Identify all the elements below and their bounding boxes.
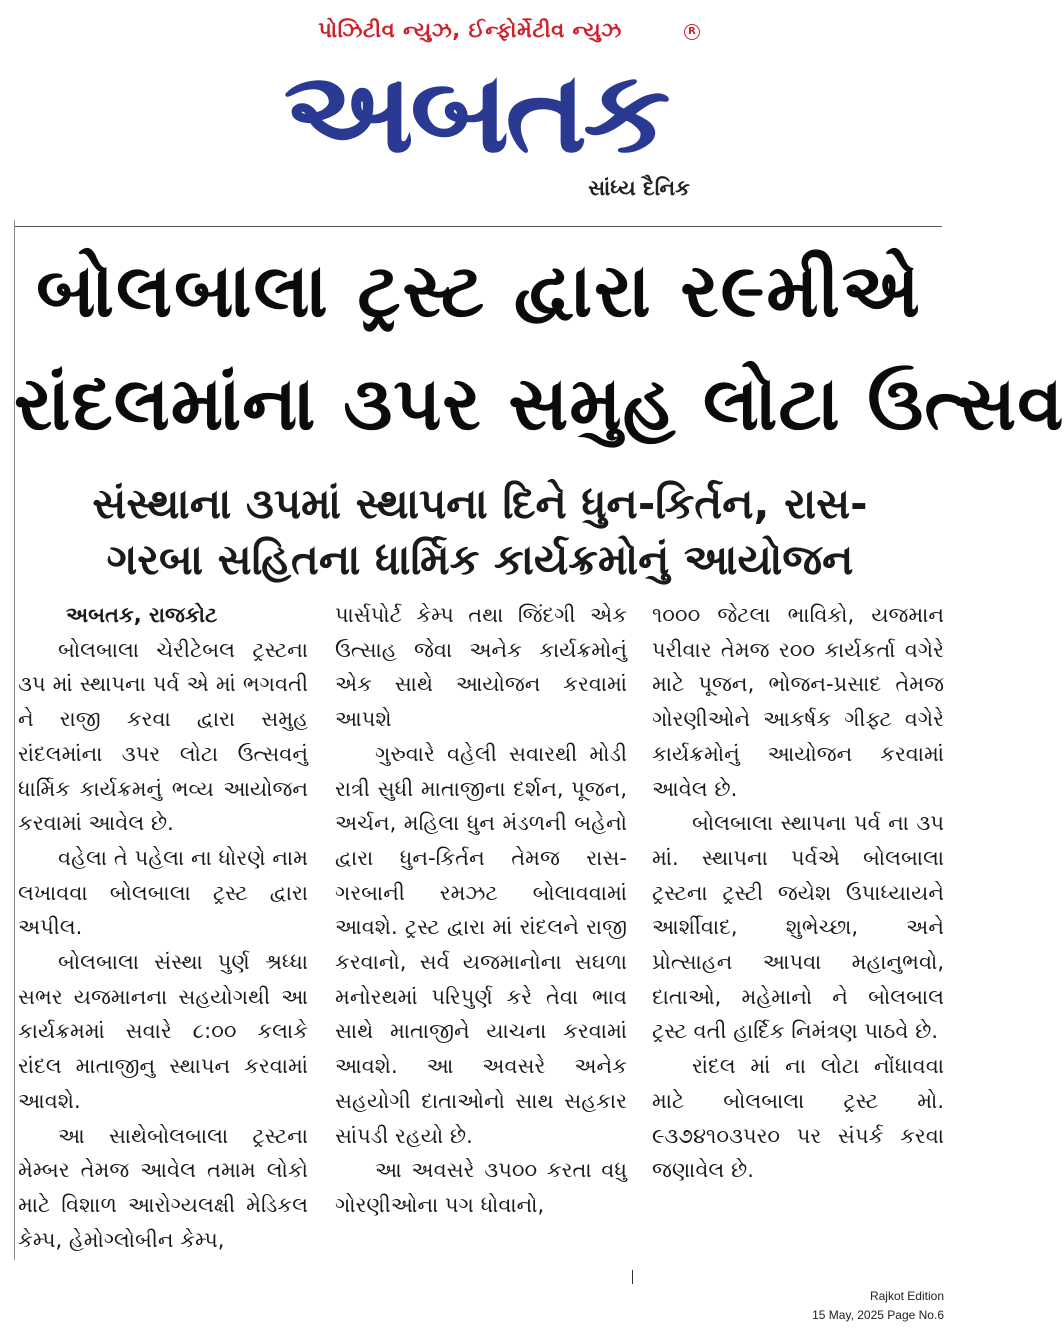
masthead bbox=[0, 0, 954, 215]
article-dateline: અબતક, રાજકોટ bbox=[66, 603, 218, 627]
article-paragraph: બોલબાલા સંસ્થા પુર્ણ શ્રધ્ધા સભર યજમાનના સહયોગથી આ કાર્યક્રમમાં સવારે ૮:૦૦ કલાકે રાંદલ માતાજીનુ સ્થાપન કરવામાં આવશે. bbox=[18, 950, 308, 1113]
article-paragraph: બોલબાલા સ્થાપના પર્વ ના ૩પ માં. સ્થાપના પર્વએ બોલબાલા ટ્રસ્ટના ટ્રસ્ટી જયેશ ઉપાધ્યાયને આર્શીવાદ, શુભેચ્છા, અને પ્રોત્સાહન આપવા મહાનુભવો, દાતાઓ, મહેમાનો ને બોલબાલ ટ્રસ્ટ વતી હાર્દિક નિમંત્રણ પાઠવે છે. bbox=[652, 811, 944, 1044]
article-paragraph: વહેલા તે પહેલા ના ધોરણે નામ લખાવવા બોલબાલા ટ્રસ્ટ દ્વારા અપીલ. bbox=[18, 845, 308, 940]
newspaper-subtitle: સાંધ્ય દૈનિક bbox=[588, 176, 690, 200]
headline-line-1: બોલબાલા ટ્રસ્ટ દ્વારા ર૯મીએ bbox=[36, 248, 922, 334]
subheadline-line-1: સંસ્થાના ૩પમાં સ્થાપના દિને ધુન-કિર્તન, રાસ- bbox=[92, 479, 868, 528]
footer-tick bbox=[632, 1270, 633, 1284]
article-column-2 bbox=[335, 598, 627, 1223]
edition-label: Rajkot Edition bbox=[869, 1289, 944, 1303]
article-paragraph: આ અવસરે ૩પ૦૦ કરતા વધુ ગોરણીઓના પગ ધોવાનો, bbox=[335, 1158, 627, 1217]
article-paragraph: બોલબાલા ચેરીટેબલ ટ્રસ્ટના ૩પ માં સ્થાપના પર્વ એ માં ભગવતી ને રાજી કરવા દ્વારા સમુહ રાંદલમાંના ૩પર લોટા ઉત્સવનું ધાર્મિક કાર્યક્રમનું ભવ્ય આયોજન કરવામાં આવેલ છે. bbox=[18, 637, 308, 836]
registered-mark-icon: R bbox=[684, 24, 700, 40]
subheadline-line-2: ગરબા સહિતના ધાર્મિક કાર્યક્રમોનું આયોજન bbox=[106, 535, 854, 584]
masthead-tagline: પોઝિટીવ ન્યુઝ, ઈન્ફોર્મેટીવ ન્યુઝ bbox=[318, 18, 622, 42]
headline-line-2: રાંદલમાંના ૩પર સમુહ લોટા ઉત્સવ bbox=[14, 361, 1064, 447]
article-paragraph: આ સાથેબોલબાલા ટ્રસ્ટના મેમ્બર તેમજ આવેલ તમામ લોકો માટે વિશાળ આરોગ્યલક્ષી મેડિકલ કેમ્પ, હેમોગ્લોબીન કેમ્પ, bbox=[18, 1123, 308, 1252]
article-column-3 bbox=[652, 598, 944, 1188]
article-paragraph: ગુરુવારે વહેલી સવારથી મોડી રાત્રી સુધી માતાજીના દર્શન, પૂજન, અર્ચન, મહિલા ધુન મંડળની બહેનો દ્વારા ધુન-કિર્તન તેમજ રાસ-ગરબાની રમઝટ બોલાવવામાં આવશે. ટ્રસ્ટ દ્વારા માં રાંદલને રાજી કરવાનો, સર્વ યજમાનોના સઘળા મનોરથમાં પરિપુર્ણ કરે તેવા ભાવ સાથે માતાજીને યાચના કરવામાં આવશે. આ અવસરે અનેક સહયોગી દાતાઓનો સાથ સહકાર સાંપડી રહયો છે. bbox=[335, 741, 627, 1148]
article-paragraph: રાંદલ માં ના લોટા નોંધાવવા માટે બોલબાલા ટ્રસ્ટ મો. ૯૩૭૪૧૦૩પર૦ પર સંપર્ક કરવા જણાવેલ છે. bbox=[652, 1054, 944, 1183]
top-divider bbox=[14, 226, 942, 227]
article-column-1 bbox=[18, 598, 308, 1257]
article-paragraph: પાર્સપોર્ટ કેમ્પ તથા જિંદગી એક ઉત્સાહ જેવા અનેક કાર્યક્રમોનું એક સાથે આયોજન કરવામાં આપશે bbox=[335, 603, 627, 732]
article-paragraph: ૧૦૦૦ જેટલા ભાવિકો, યજમાન પરીવાર તેમજ ર૦૦ કાર્યકર્તા વગેરે માટે પૂજન, ભોજન-પ્રસાદ તેમજ ગોરણીઓને આકર્ષક ગીફ્ટ વગેરે કાર્યક્રમોનું આયોજન કરવામાં આવેલ છે. bbox=[652, 603, 944, 801]
page-info: 15 May, 2025 Page No.6 bbox=[812, 1308, 944, 1322]
newspaper-logo: અબતક bbox=[283, 46, 667, 178]
